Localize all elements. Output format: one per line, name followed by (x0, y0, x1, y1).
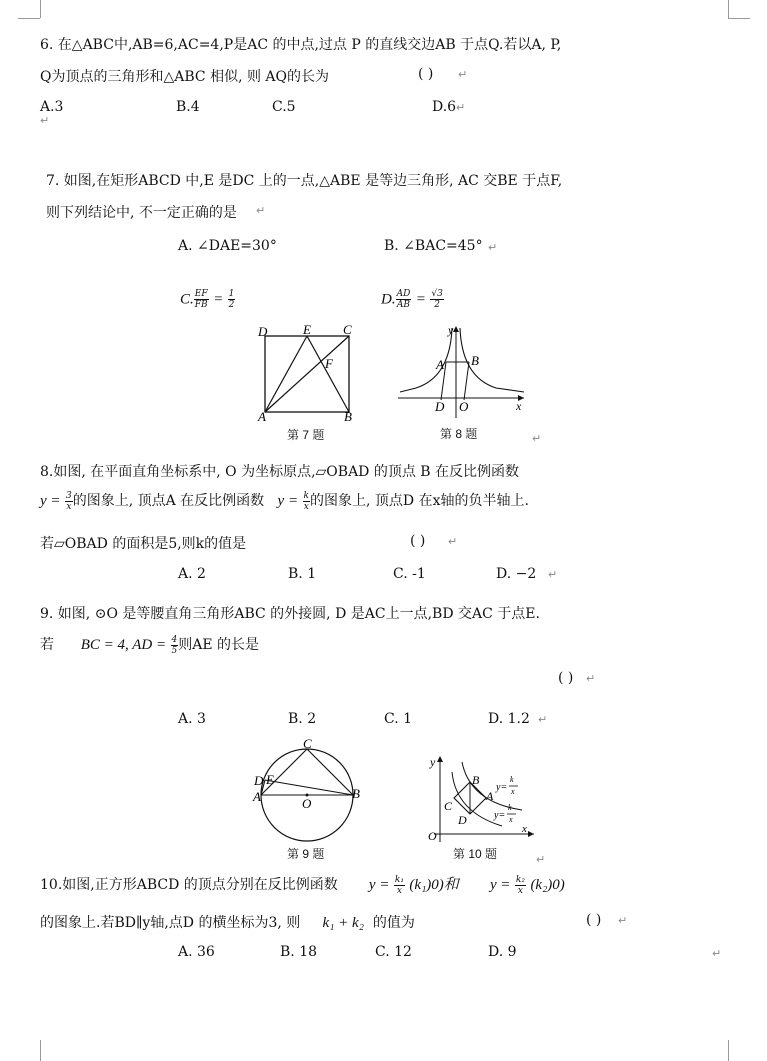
svg-text:O: O (302, 796, 312, 811)
q10-line2: 的图象上.若BD∥y轴,点D 的横坐标为3, 则 k₁ + k₂ 的值为 (40, 915, 415, 931)
svg-text:A: A (253, 789, 261, 804)
svg-text:B: B (472, 773, 480, 787)
crop-mark (728, 18, 750, 19)
q8-option-d: D. −2 (496, 566, 537, 582)
svg-text:y=: y= (496, 782, 508, 793)
paragraph-mark-icon: ↵ (548, 568, 558, 581)
paragraph-mark-icon: ↵ (586, 672, 596, 685)
q6-option-a: A.3 (40, 99, 64, 115)
figure-9-circle (250, 738, 370, 848)
q9-paren: ( ) (558, 670, 574, 686)
q7-option-b: B. ∠BAC=45° (384, 238, 483, 254)
svg-text:y: y (430, 755, 436, 769)
q9-option-b: B. 2 (288, 711, 317, 727)
svg-text:C: C (444, 799, 453, 813)
svg-text:B: B (471, 353, 479, 368)
paragraph-mark-icon: ↵ (536, 853, 546, 866)
svg-text:B: B (352, 786, 360, 801)
q8-paren: ( ) (410, 533, 426, 549)
svg-text:O: O (428, 829, 437, 843)
q7-line1: 7. 如图,在矩形ABCD 中,E 是DC 上的一点,△ABE 是等边三角形, AC 交BE 于点F, (46, 173, 563, 189)
svg-text:x: x (522, 823, 527, 835)
figure-8-caption: 第 8 题 (440, 427, 478, 441)
q8-line3: 若▱OBAD 的面积是5,则k的值是 (40, 536, 247, 552)
svg-text:k: k (510, 775, 514, 784)
svg-text:A: A (486, 789, 494, 803)
paragraph-mark-icon: ↵ (458, 68, 468, 81)
q8-line2: y = $\frac{3}{x}$ 的图象上, 顶点A 在反比例函数 y = $\frac{k}{x}$ 的图象上, 顶点D 在x轴的负半轴上. (40, 490, 529, 512)
svg-text:C: C (303, 738, 312, 751)
paragraph-mark-icon: ↵ (456, 101, 466, 114)
figure-9-caption: 第 9 题 (287, 847, 325, 861)
q9-option-a: A. 3 (178, 711, 206, 727)
paragraph-mark-icon: ↵ (618, 914, 628, 927)
q10-option-c: C. 12 (375, 944, 412, 960)
figure-7-rectangle (250, 322, 370, 422)
figure-8-hyperbola (396, 322, 536, 422)
svg-text:A: A (258, 409, 266, 422)
figure-10-square (422, 752, 542, 847)
q8-option-c: C. -1 (393, 566, 426, 582)
q6-line1: 6. 在△ABC中,AB=6,AC=4,P是AC 的中点,过点 P 的直线交边AB 于点Q.若以A, P, (40, 37, 562, 53)
q6-option-b: B.4 (176, 99, 200, 115)
svg-text:D: D (435, 399, 445, 414)
q9-line2: 若 BC = 4, AD = $\frac{4}{5}$ 则AE 的长是 (40, 634, 260, 656)
svg-text:O: O (459, 399, 469, 414)
paragraph-mark-icon: ↵ (712, 947, 722, 960)
svg-text:E: E (266, 772, 274, 787)
crop-mark (728, 1040, 729, 1061)
q9-option-c: C. 1 (384, 711, 413, 727)
svg-text:D: D (458, 813, 467, 827)
q10-option-b: B. 18 (280, 944, 318, 960)
paragraph-mark-icon: ↵ (488, 241, 498, 254)
paragraph-mark-icon: ↵ (538, 713, 548, 726)
q8-option-a: A. 2 (178, 566, 206, 582)
svg-text:x: x (516, 399, 522, 413)
q6-option-d: D.6 (432, 99, 457, 115)
svg-text:y=: y= (494, 810, 506, 821)
paragraph-mark-icon: ↵ (40, 114, 50, 127)
crop-mark (40, 1040, 41, 1061)
q9-line1: 9. 如图, ⊙O 是等腰直角三角形ABC 的外接圆, D 是AC上一点,BD 交AC 于点E. (40, 606, 540, 622)
svg-text:x: x (509, 815, 513, 824)
figure-10-caption: 第 10 题 (453, 847, 498, 861)
svg-text:C: C (343, 322, 352, 337)
q8-line1: 8.如图, 在平面直角坐标系中, O 为坐标原点,▱OBAD 的顶点 B 在反比例函数 (40, 464, 520, 480)
svg-text:x: x (511, 787, 515, 796)
q6-option-c: C.5 (272, 99, 296, 115)
crop-mark (18, 18, 40, 19)
paragraph-mark-icon: ↵ (448, 535, 458, 548)
q7-option-c: C. $\frac{EF}{FB}$ = $\frac{1}{2}$ (180, 289, 235, 310)
q7-option-d: D. $\frac{AD}{AB}$ = $\frac{√3}{2}$ (381, 289, 443, 310)
paragraph-mark-icon: ↵ (532, 432, 542, 445)
svg-text:y: y (448, 323, 454, 337)
q10-option-a: A. 36 (178, 944, 215, 960)
crop-mark (40, 0, 41, 18)
q7-line2: 则下列结论中, 不一定正确的是 (46, 205, 237, 221)
svg-text:D: D (258, 324, 268, 339)
svg-text:A: A (436, 357, 444, 372)
q7-option-a: A. ∠DAE=30° (178, 238, 277, 254)
svg-text:E: E (303, 322, 311, 337)
svg-text:B: B (344, 409, 352, 422)
svg-text:F: F (325, 356, 333, 371)
q10-paren: ( ) (586, 912, 602, 928)
q6-line2: Q为顶点的三角形和△ABC 相似, 则 AQ的长为 (40, 69, 330, 85)
q6-paren: ( ) (418, 66, 434, 82)
figure-7-caption: 第 7 题 (287, 428, 325, 442)
q8-option-b: B. 1 (288, 566, 317, 582)
q10-option-d: D. 9 (488, 944, 517, 960)
q9-option-d: D. 1.2 (488, 711, 530, 727)
crop-mark (728, 0, 729, 18)
svg-text:k: k (508, 803, 512, 812)
q10-line1: 10.如图,正方形ABCD 的顶点分别在反比例函数 y = $\frac{\text{k₁}}{x}$ (k₁)0)和 y = $\frac{\text{k₂}}{x}$ (k₂)0) (40, 874, 565, 896)
paragraph-mark-icon: ↵ (256, 204, 266, 217)
svg-text:D: D (254, 773, 264, 788)
